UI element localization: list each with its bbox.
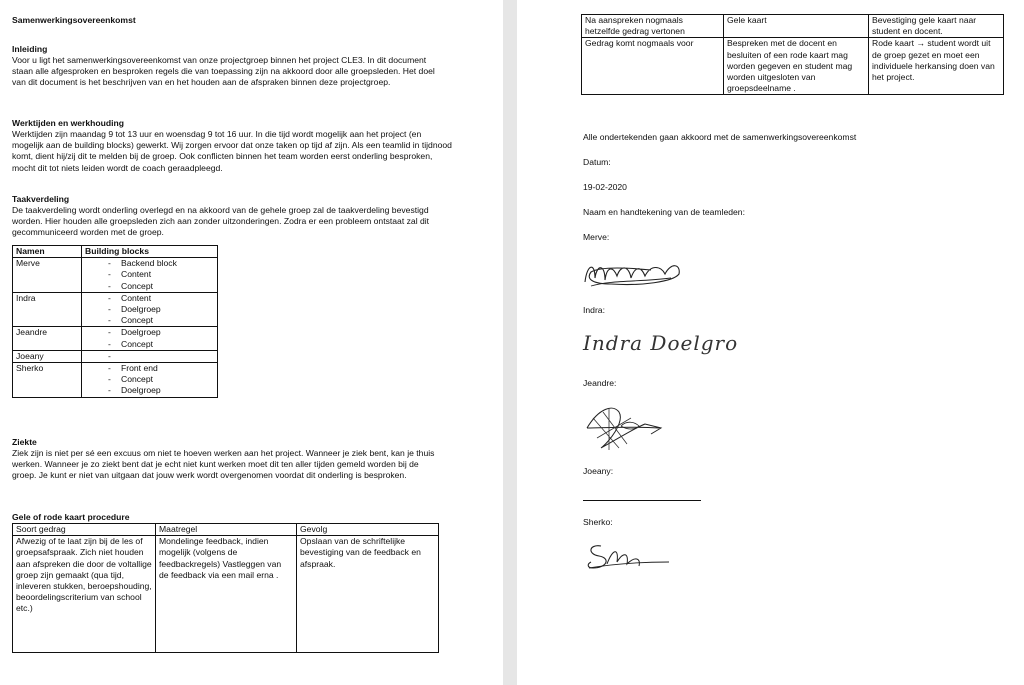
table-row: [13, 363, 218, 398]
cards-cell-measure: Mondelinge feedback, indien mogelijk (volgens de feedbackregels) Vastleggen van de feedback via een mail erna .: [156, 536, 297, 653]
task-member-name: Merve: [13, 258, 82, 293]
table-row: [13, 536, 439, 653]
list-item: - Concept: [108, 374, 214, 385]
list-item: - Concept: [108, 315, 214, 326]
cards-table: [12, 523, 439, 653]
list-item: - Doelgroep: [108, 327, 214, 338]
cards-cell-consequence: Opslaan van de schriftelijke bevestiging van de feedback en afspraak.: [297, 536, 439, 653]
cards-cell-behaviour: Gedrag komt nogmaals voor: [582, 38, 724, 95]
work-text: Werktijden zijn maandag 9 tot 13 uur en woensdag 9 tot 16 uur. In die tijd wordt mogelijk aan het project (en mogelijk aan de building blocks) gewerkt. Wij zorgen ervoor dat onze taken op tijd af zijn. Als een teamlid in tijdnood komt, dient hij/zij dit te melden bij de groep. Ook conflicten binnen het team worden eerst onderling besproken, mocht dit tot niets leiden wordt de coach geraadpleegd.: [12, 129, 452, 173]
list-item: - Front end: [108, 363, 214, 374]
table-row: [582, 38, 1004, 95]
signature-sherko: [583, 538, 673, 574]
cards-header-consequence: Gevolg: [297, 524, 439, 536]
task-table: [12, 245, 218, 398]
tasks-text: De taakverdeling wordt onderling overlegd en na akkoord van de gehele groep zal de taakverdeling bevestigd worden. Hier houden alle groepsleden zich aan zonder uitzonderingen. Zodra er een probleem ontstaat zal dit gecommuniceerd worden met de groep.: [12, 205, 430, 238]
date-value: 19-02-2020: [583, 182, 627, 192]
member-label-merve: Merve:: [583, 232, 610, 242]
task-table-header-names: Namen: [13, 246, 82, 258]
list-item: - Concept: [108, 339, 214, 350]
building-block-list: [85, 327, 214, 349]
member-label-joeany: Joeany:: [583, 466, 614, 476]
task-member-name: Indra: [13, 292, 82, 327]
tasks-heading: Taakverdeling: [12, 194, 70, 204]
list-item: [108, 351, 214, 362]
list-item: - Content: [108, 269, 214, 280]
agreement-text: Alle ondertekenden gaan akkoord met de samenwerkingsovereenkomst: [583, 132, 857, 142]
intro-text: Voor u ligt het samenwerkingsovereenkomst van onze projectgroep binnen het project CLE3. In dit document staan alle afgesproken en besproken regels die van toepassing zijn na akkoord door alle groepsleden. Het doel van dit document is het beschrijven van en het houden aan de afspraken binnen deze projectgroep.: [12, 55, 435, 88]
table-row: [13, 327, 218, 350]
task-member-blocks: [82, 327, 218, 350]
table-row: [582, 15, 1004, 38]
signature-indra: Indra Doelgro: [583, 331, 739, 355]
document-page-right: [517, 0, 1024, 685]
task-member-blocks: [82, 292, 218, 327]
task-member-name: Joeany: [13, 350, 82, 362]
member-label-indra: Indra:: [583, 305, 605, 315]
cards-cell-consequence: Bevestiging gele kaart naar student en docent.: [869, 15, 1004, 38]
task-member-name: Sherko: [13, 363, 82, 398]
document-page-left: [0, 0, 503, 685]
member-label-sherko: Sherko:: [583, 517, 613, 527]
list-item: - Backend block: [108, 258, 214, 269]
cards-table-continued: [581, 14, 1004, 95]
document-title: Samenwerkingsovereenkomst: [12, 15, 136, 25]
signatures-label: Naam en handtekening van de teamleden:: [583, 207, 745, 217]
cards-cell-measure: Bespreken met de docent en besluiten of een rode kaart mag worden gegeven en student mag worden uitgesloten van groepsdeelname .: [724, 38, 869, 95]
cards-cell-behaviour: Afwezig of te laat zijn bij de les of groepsafspraak. Zich niet houden aan afspreken die door de voltallige groep zijn gemaakt (qua tijd, inleveren stukken, beroepshouding, beoordelingscriterium van school etc.): [13, 536, 156, 653]
illness-heading: Ziekte: [12, 437, 37, 447]
work-heading: Werktijden en werkhouding: [12, 118, 125, 128]
task-member-blocks: [82, 350, 218, 362]
building-block-list: [85, 351, 214, 362]
list-item: - Doelgroep: [108, 385, 214, 396]
intro-heading: Inleiding: [12, 44, 48, 54]
date-label: Datum:: [583, 157, 611, 167]
cards-cell-measure: Gele kaart: [724, 15, 869, 38]
signature-line-joeany: [583, 500, 701, 501]
signature-jeandre: [579, 398, 679, 454]
building-block-list: [85, 258, 214, 292]
list-item: - Doelgroep: [108, 304, 214, 315]
signature-merve: [581, 252, 691, 292]
task-table-header-blocks: Building blocks: [82, 246, 218, 258]
task-member-blocks: [82, 363, 218, 398]
cards-header-measure: Maatregel: [156, 524, 297, 536]
building-block-list: [85, 293, 214, 327]
table-row: [13, 258, 218, 293]
task-member-blocks: [82, 258, 218, 293]
cards-cell-consequence: Rode kaart → student wordt uit de groep gezet en moet een individuele herkansing doen van het project.: [869, 38, 1004, 95]
cards-heading: Gele of rode kaart procedure: [12, 512, 130, 522]
table-row: [13, 292, 218, 327]
illness-text: Ziek zijn is niet per sé een excuus om niet te hoeven werken aan het project. Wanneer je ziek bent, kan je thuis werken. Wanneer je zo ziekt bent dat je echt niet kunt werken moet dit ten aller tijden gemeld worden bij de groep. Je kunt er niet van uitgaan dat jouw werk wordt overgenomen voordat dit onderling is besproken.: [12, 448, 435, 481]
cards-header-behaviour: Soort gedrag: [13, 524, 156, 536]
cards-cell-behaviour: Na aanspreken nogmaals hetzelfde gedrag vertonen: [582, 15, 724, 38]
task-member-name: Jeandre: [13, 327, 82, 350]
list-item: - Concept: [108, 281, 214, 292]
member-label-jeandre: Jeandre:: [583, 378, 617, 388]
list-item: - Content: [108, 293, 214, 304]
building-block-list: [85, 363, 214, 397]
table-row: [13, 350, 218, 362]
